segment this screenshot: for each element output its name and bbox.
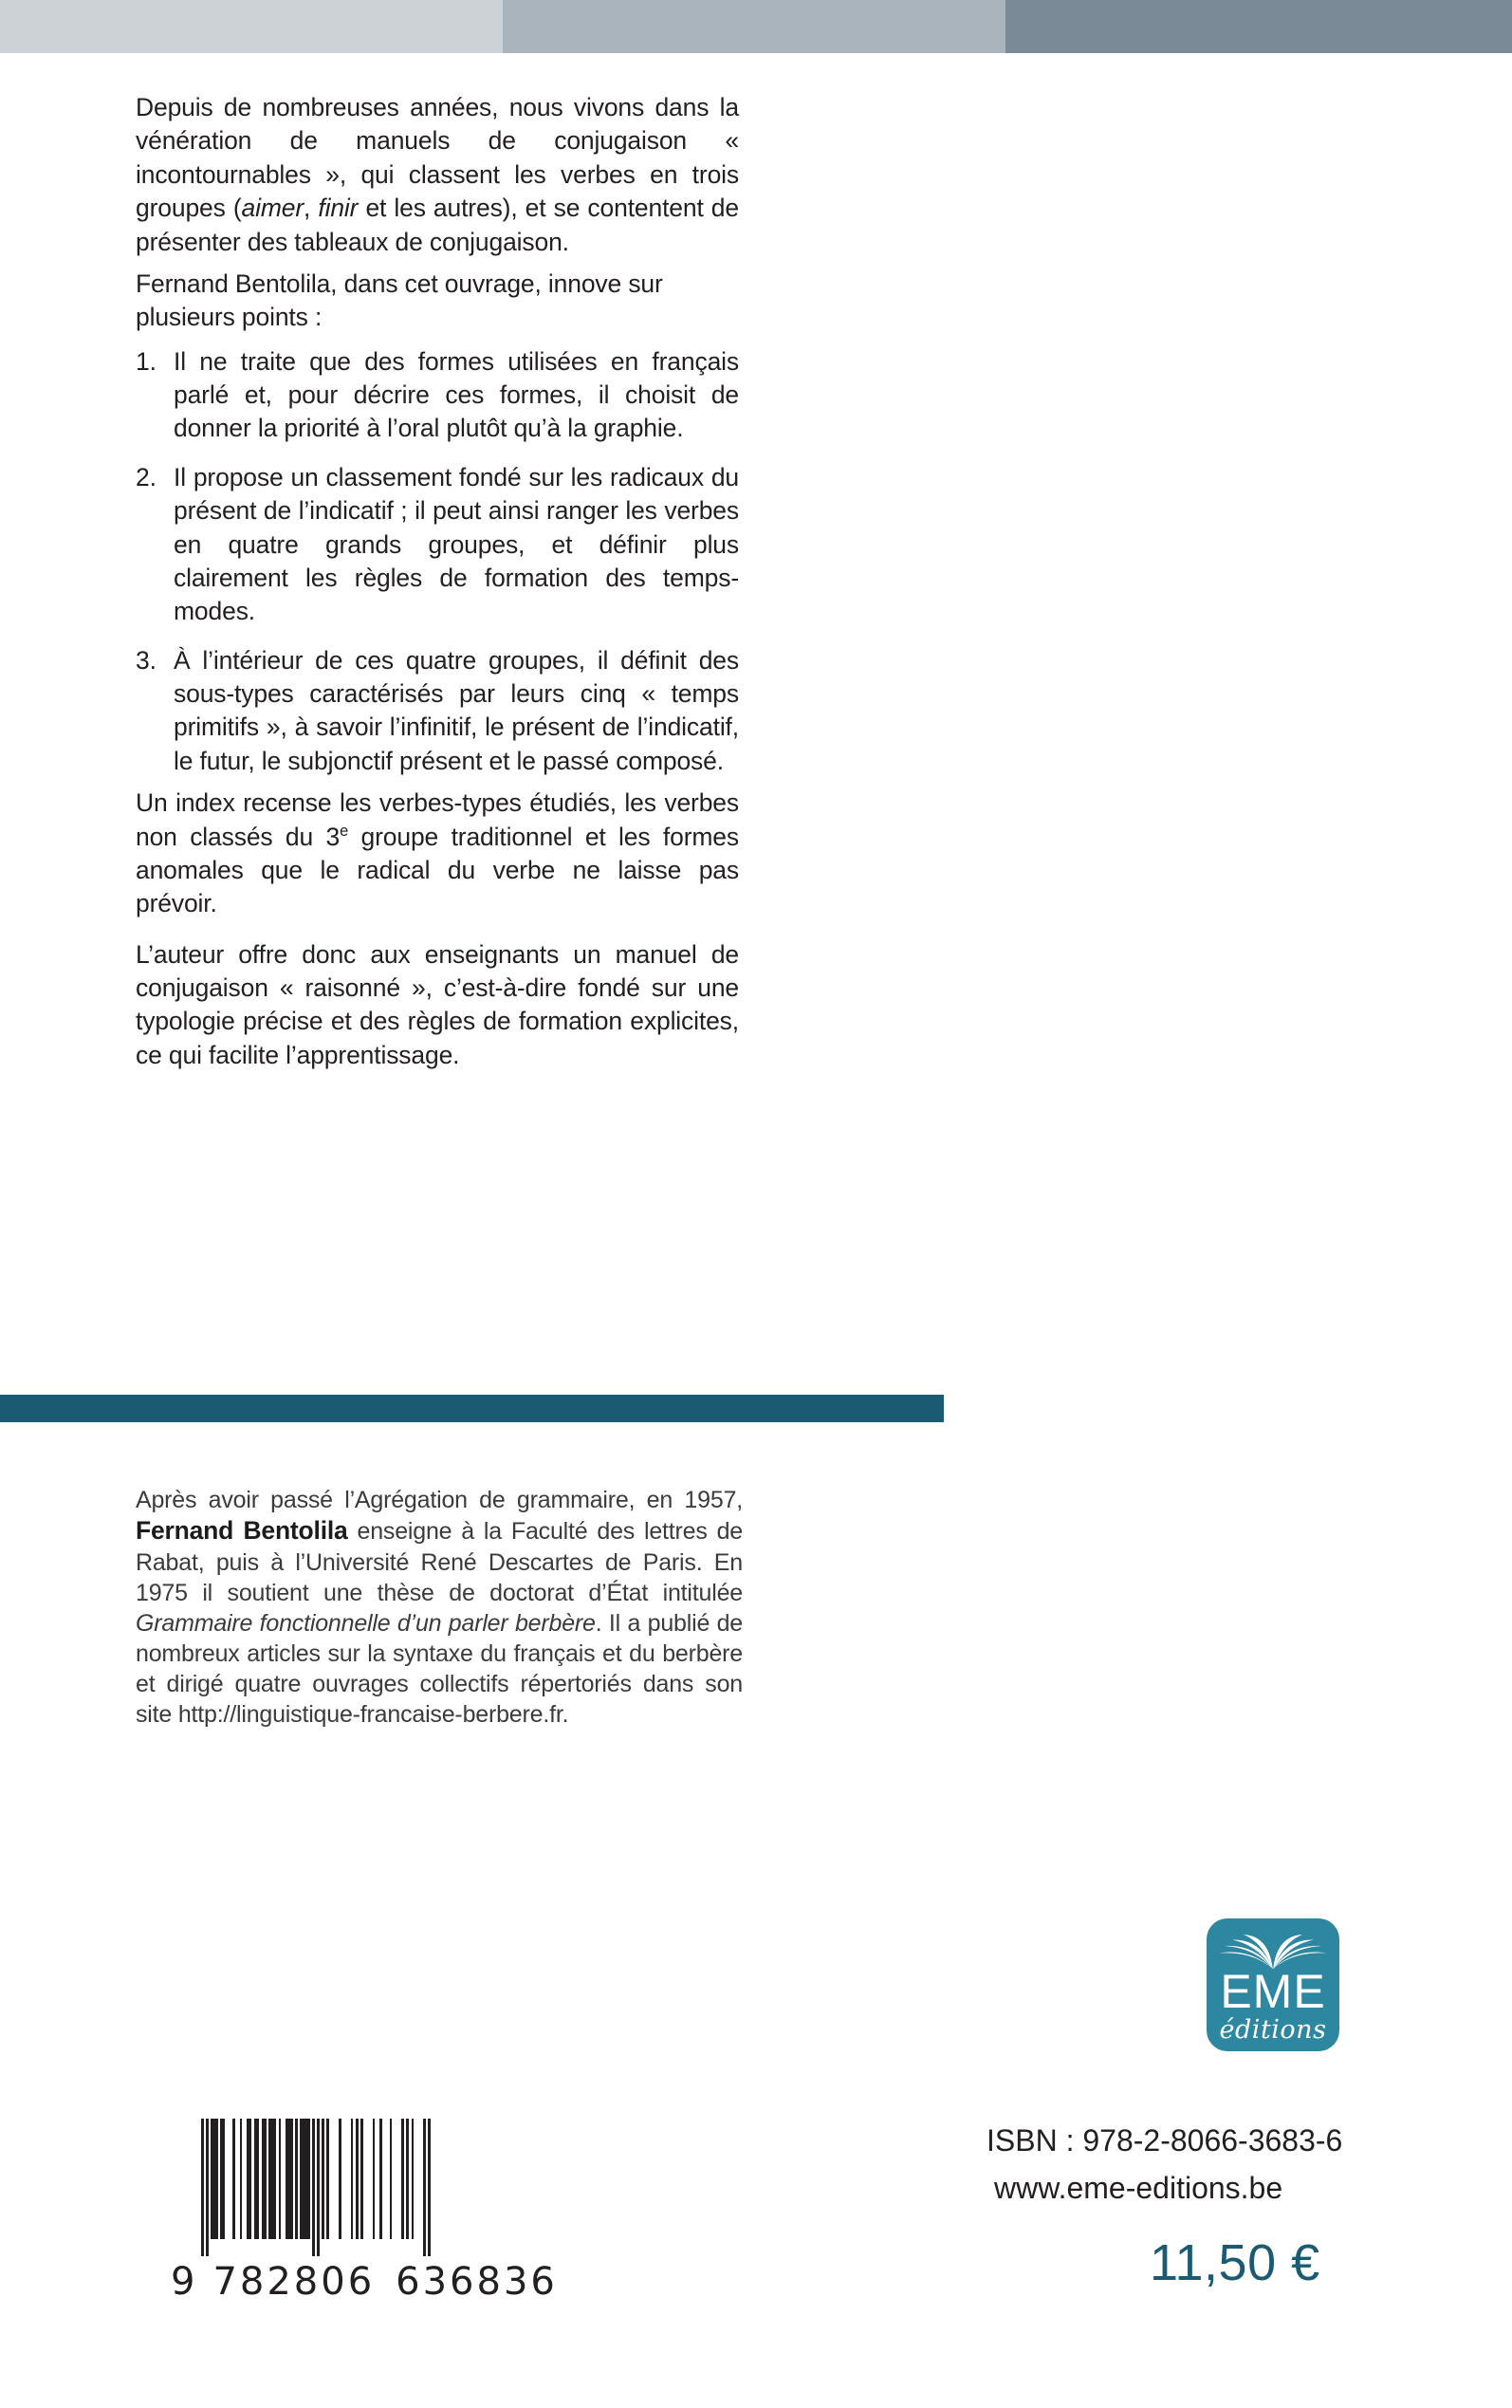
barcode-bar bbox=[428, 2119, 431, 2256]
barcode-bar bbox=[268, 2119, 276, 2239]
blurb-p3-part1: Un index recense les verbes-types étudiés, les verbes non classés du 3 bbox=[136, 788, 739, 851]
blurb-paragraph-3 bbox=[136, 787, 739, 921]
top-color-bands bbox=[0, 0, 1512, 53]
barcode-bar bbox=[414, 2119, 423, 2239]
barcode-bar bbox=[392, 2119, 401, 2239]
verb-example-finir: finir bbox=[318, 194, 359, 223]
teal-divider-bar bbox=[0, 1395, 944, 1422]
bio-text-part1: Après avoir passé l’Agrégation de grammaire, en 1957, bbox=[136, 1487, 743, 1513]
list-item bbox=[136, 644, 739, 779]
barcode-bar bbox=[225, 2119, 232, 2239]
publisher-tagline: éditions bbox=[1219, 2015, 1327, 2045]
list-item-text: Il ne traite que des formes utilisées en français parlé et, pour décrire ces formes, il choisit de donner la priorité à l’oral plutôt qu’à la graphie. bbox=[174, 346, 739, 443]
list-item-number: 3. bbox=[136, 645, 157, 675]
bio-text-part3: . Il a publié de nombreux articles sur la syntaxe du français et du berbère et dirigé quatre ouvrages collectifs répertoriés dans son site http://linguistique-francaise-berbere.fr. bbox=[136, 1609, 743, 1728]
verb-example-aimer: aimer bbox=[241, 194, 304, 223]
list-item-text: À l’intérieur de ces quatre groupes, il définit des sous-types caractérisés par leurs cinq « temps primitifs », à savoir l’infinitif, le présent de l’indicatif, le futur, le subjonctif présent et le passé composé. bbox=[174, 645, 739, 775]
barcode-bar bbox=[363, 2119, 373, 2239]
blurb-p1-part1: Depuis de nombreuses années, nous vivons dans la vénération de manuels de conjugaison « incontournables », qui classent les verbes en trois groupes ( bbox=[136, 93, 739, 223]
list-item-number: 1. bbox=[136, 346, 157, 376]
list-item-text: Il propose un classement fondé sur les radicaux du présent de l’indicatif ; il peut ainsi ranger les verbes en quatre grands groupes, et définir plus clairement les règles de formation des temps-modes. bbox=[174, 462, 739, 626]
list-item bbox=[136, 345, 739, 446]
color-band-mid bbox=[503, 0, 1005, 53]
barcode-left-group: 782806 bbox=[212, 2260, 376, 2304]
barcode-bar bbox=[329, 2119, 339, 2239]
blurb-paragraph-2: Fernand Bentolila, dans cet ouvrage, innove sur plusieurs points : bbox=[136, 269, 663, 332]
website-text: www.eme-editions.be bbox=[994, 2171, 1283, 2205]
blurb-p1-part2: et les autres), et se contentent de présenter des tableaux de conjugaison. bbox=[136, 194, 739, 256]
barcode-bar bbox=[211, 2119, 218, 2239]
blurb-p3-part2: groupe traditionnel et les formes anomales que le radical du verbe ne laisse pas prévoir. bbox=[136, 822, 739, 918]
color-band-light bbox=[0, 0, 503, 53]
price-text: 11,50 € bbox=[1150, 2234, 1320, 2291]
barcode-right-group: 636836 bbox=[396, 2260, 558, 2304]
list-item-number: 2. bbox=[136, 462, 157, 491]
barcode-lead-digit: 9 bbox=[171, 2260, 198, 2304]
publisher-logo bbox=[1207, 1918, 1339, 2051]
bio-text-part2: enseigne à la Faculté des lettres de Rabat, puis à l’Université René Descartes de Paris. En 1975 il soutient une thèse de doctorat d’État intitulée bbox=[136, 1518, 743, 1606]
barcode-bar bbox=[286, 2119, 293, 2239]
barcode-bar bbox=[382, 2119, 390, 2239]
blurb-paragraph-4: L’auteur offre donc aux enseignants un manuel de conjugaison « raisonné », c’est-à-dire fondé sur une typologie précise et des règles de formation explicites, ce qui facilite l’apprentissage. bbox=[136, 939, 739, 1069]
author-name: Fernand Bentolila bbox=[136, 1516, 348, 1545]
innovation-points-list bbox=[136, 345, 739, 779]
barcode-bar bbox=[341, 2119, 351, 2239]
ordinal-superscript: e bbox=[340, 822, 349, 840]
blurb-p1-sep: , bbox=[304, 194, 319, 223]
author-biography bbox=[136, 1485, 743, 1730]
blurb-paragraph-1 bbox=[136, 91, 739, 259]
barcode-bar bbox=[300, 2119, 309, 2239]
barcode-digits bbox=[171, 2260, 558, 2304]
color-band-dark bbox=[1005, 0, 1512, 53]
back-cover-blurb bbox=[136, 91, 739, 1072]
list-item bbox=[136, 461, 739, 629]
thesis-title: Grammaire fonctionnelle d’un parler berbère bbox=[136, 1609, 596, 1637]
isbn-text: ISBN : 978-2-8066-3683-6 bbox=[986, 2123, 1343, 2158]
publisher-name: EME bbox=[1220, 1965, 1326, 2018]
barcode-bars bbox=[201, 2119, 550, 2256]
barcode bbox=[171, 2119, 558, 2304]
